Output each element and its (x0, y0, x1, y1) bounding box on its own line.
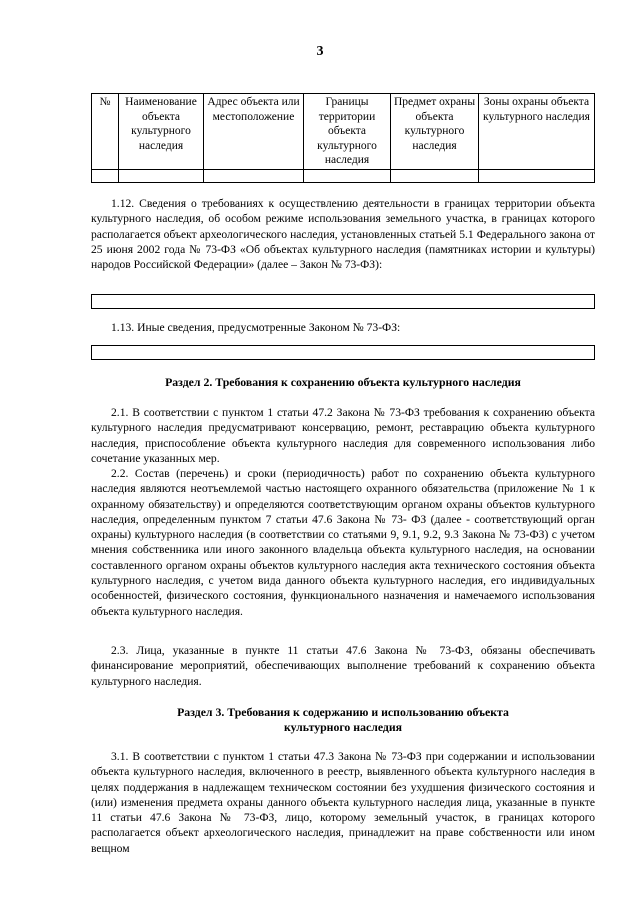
section-3-title (91, 705, 595, 735)
heritage-object-table (91, 93, 595, 183)
table-cell (119, 169, 204, 182)
section-3-title-line-1: Раздел 3. Требования к содержанию и использованию объекта (177, 705, 509, 719)
table-header-protection-zones: Зоны охраны объекта культурного наследия (479, 94, 595, 170)
paragraph-2-2-text: 2.2. Состав (перечень) и сроки (периодичность) работ по сохранению объекта культурного наследия являются неотъемлемой частью настоящего охранного обязательства (приложение № 1 к охранному обязательству) и определяются соответствующим органом охраны объектов культурного наследия, определенным пунктом 7 статьи 47.6 Закона № 73- ФЗ (далее - соответствующий орган охраны) культурного наследия (в соответствии со статьями 9, 9.1, 9.2, 9.3 Закона № 73-ФЗ) с учетом мнения собственника или иного законного владельца объекта культурного наследия, на основании составленного органом охраны объектов культурного наследия акта технического состояния объекта культурного наследия, с учетом вида данного объекта культурного наследия, его индивидуальных особенностей, физического состояния, функционального назначения и намечаемого использования объекта культурного наследия. (91, 467, 595, 618)
table-row (92, 169, 595, 182)
paragraph-3-1-text: 3.1. В соответствии с пунктом 1 статьи 47.3 Закона № 73-ФЗ при содержании и использовании объекта культурного наследия, включенного в реестр, выявленного объекта культурного наследия в целях поддержания в надлежащем техническом состоянии без ухудшения физического состояния и (или) изменения предмета охраны данного объекта культурного наследия лица, указанные в пункте 11 статьи 47.6 Закона № 73-ФЗ, лицо, которому земельный участок, в границах которого располагается объект археологического наследия, принадлежит на праве собственности или ином вещном (91, 750, 595, 855)
table-cell (204, 169, 304, 182)
blank-field-1-13 (91, 345, 595, 360)
table-header-boundaries: Границы территории объекта культурного наследия (304, 94, 391, 170)
table-cell (304, 169, 391, 182)
table-cell (479, 169, 595, 182)
paragraph-2-1-text: 2.1. В соответствии с пунктом 1 статьи 47.2 Закона № 73-ФЗ требования к сохранению объекта культурного наследия предусматривают консервацию, ремонт, реставрацию объекта культурного наследия, приспособление объекта культурного наследия для современного использования либо сочетание указанных мер. (91, 406, 595, 465)
table-header-address: Адрес объекта или местоположение (204, 94, 304, 170)
paragraph-2-3-text: 2.3. Лица, указанные в пункте 11 статьи 47.6 Закона № 73-ФЗ, обязаны обеспечивать финансирование мероприятий, обеспечивающих выполнение требований к сохранению объекта культурного наследия. (91, 644, 595, 688)
table-cell (92, 169, 119, 182)
paragraph-1-12 (91, 196, 595, 272)
table-header-name: Наименование объекта культурного наследия (119, 94, 204, 170)
page-number: 3 (316, 44, 324, 59)
blank-field-1-12 (91, 294, 595, 309)
paragraph-1-13-text: 1.13. Иные сведения, предусмотренные Законом № 73-ФЗ: (111, 321, 401, 334)
section-3-title-line-2: культурного наследия (283, 720, 403, 734)
section-2-title: Раздел 2. Требования к сохранению объекта культурного наследия (165, 375, 521, 389)
table-header-number: № (92, 94, 119, 170)
paragraph-2-3 (91, 643, 595, 689)
table-header-protection-subject: Предмет охраны объекта культурного наследия (391, 94, 479, 170)
paragraph-1-13 (91, 320, 595, 335)
paragraph-3-1 (91, 749, 595, 856)
table-cell (391, 169, 479, 182)
table-header-row (92, 94, 595, 170)
paragraph-2-1 (91, 405, 595, 466)
paragraph-2-2 (91, 466, 595, 619)
paragraph-1-12-text: 1.12. Сведения о требованиях к осуществлению деятельности в границах территории объекта культурного наследия, об особом режиме использования земельного участка, в границах которого располагается объект археологического наследия, установленных статьей 5.1 Федерального закона от 25 июня 2002 года № 73-ФЗ «Об объектах культурного наследия (памятниках истории и культуры) народов Российской Федерации» (далее – Закон № 73-ФЗ): (91, 197, 595, 272)
